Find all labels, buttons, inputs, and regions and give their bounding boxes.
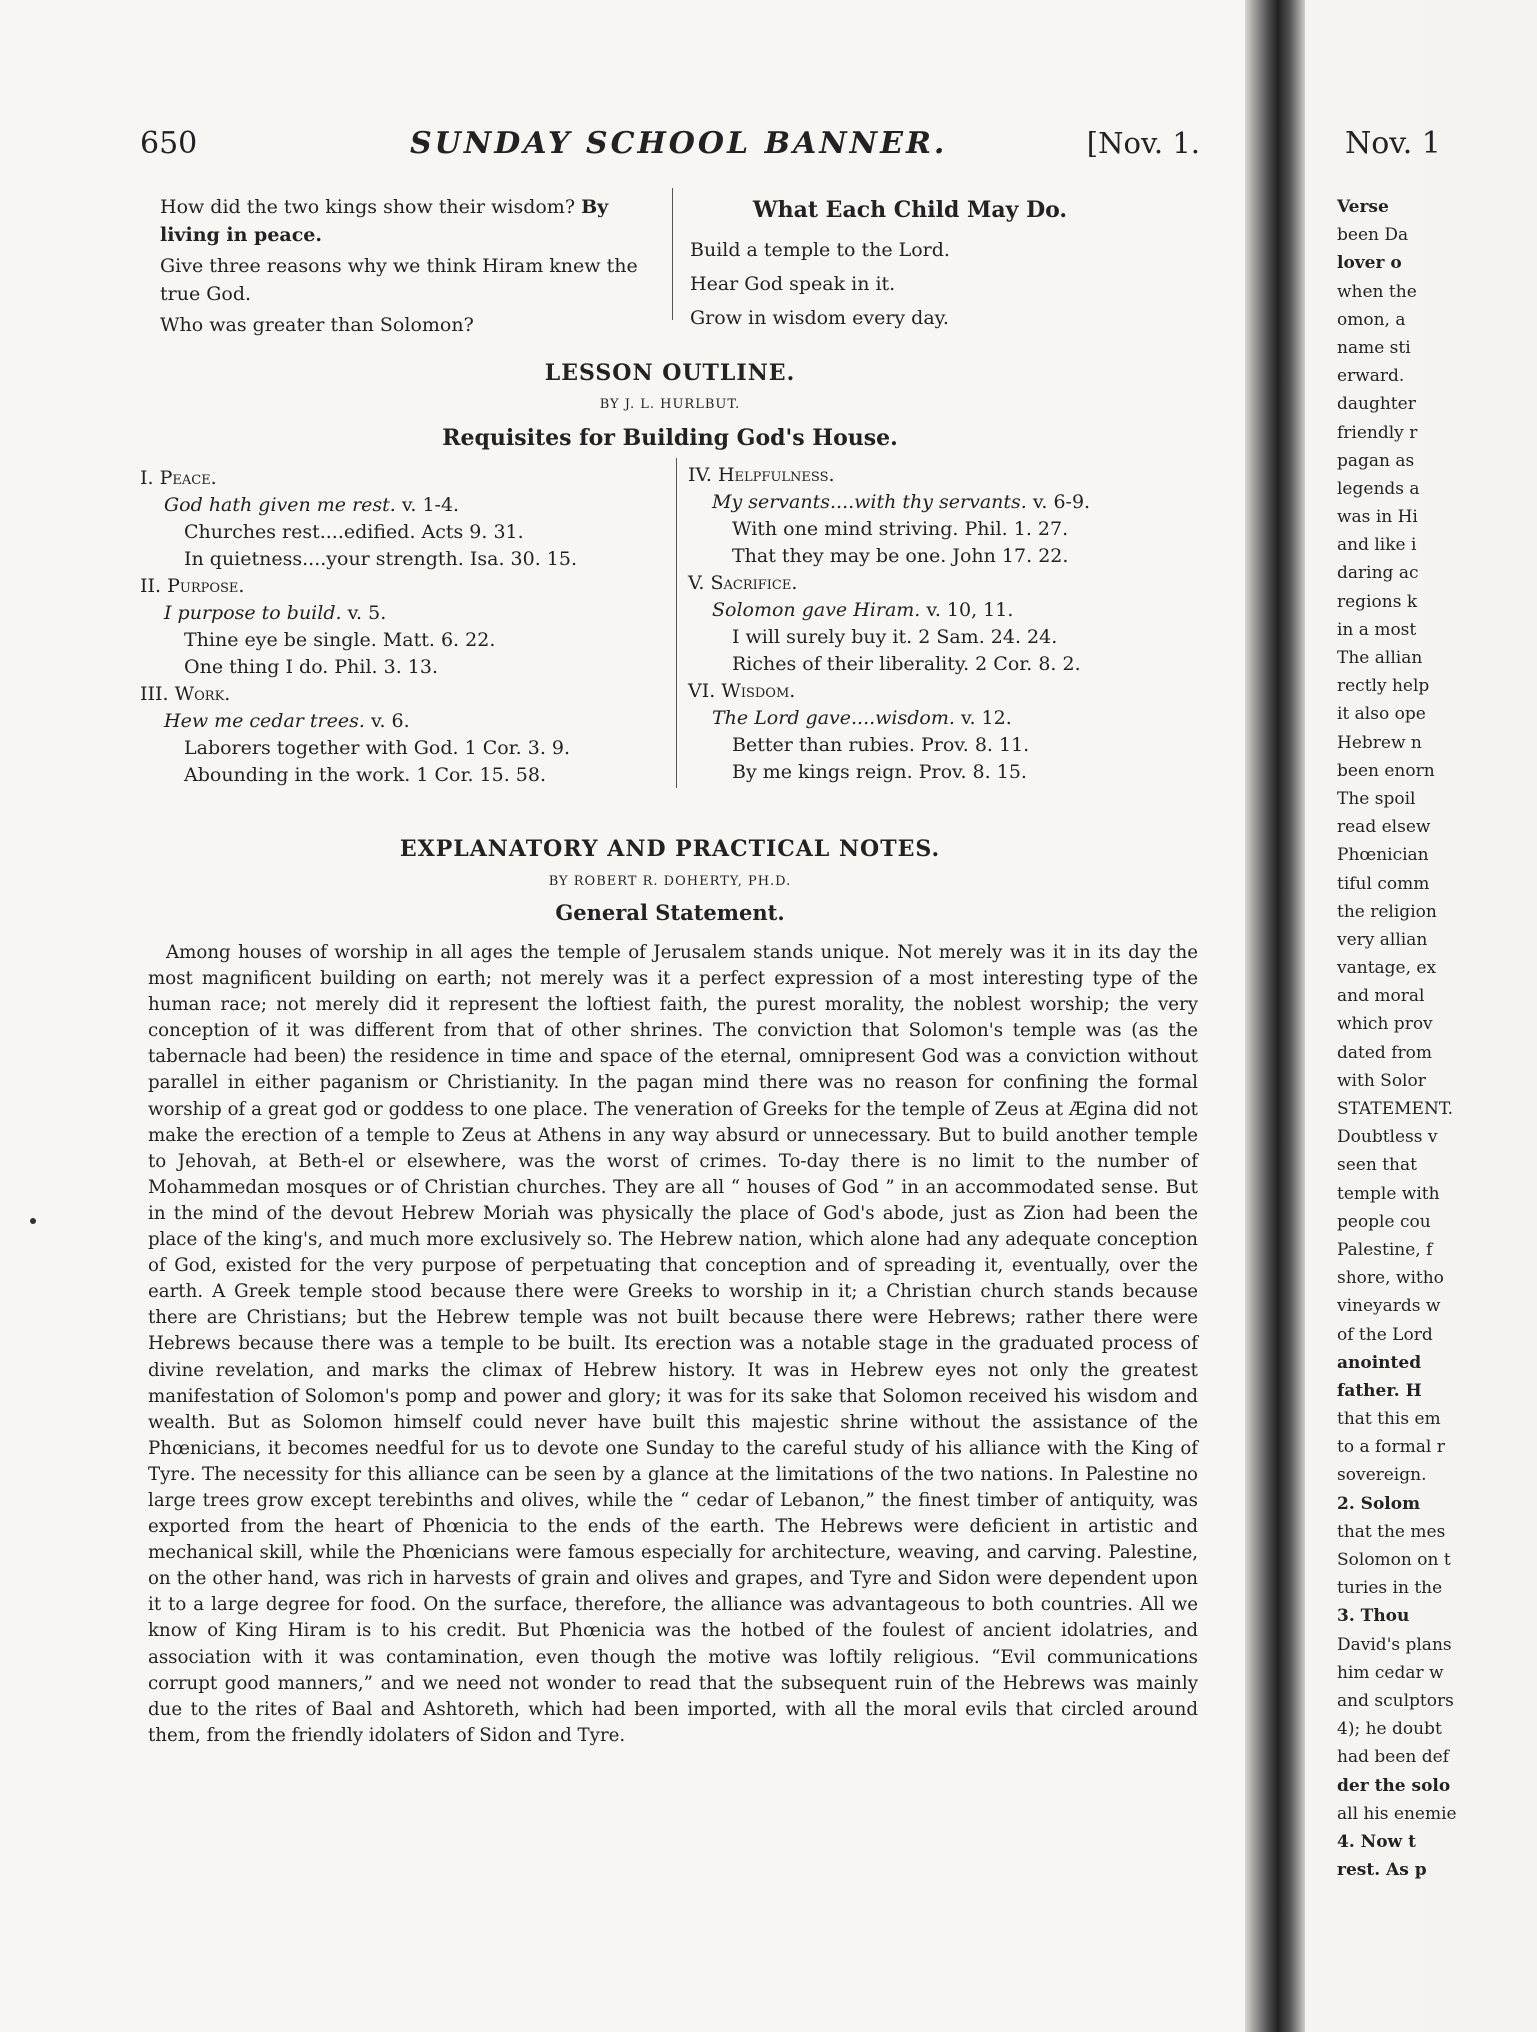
notes-title: EXPLANATORY AND PRACTICAL NOTES.	[399, 836, 941, 862]
outline-point: III. Work. Hew me cedar trees. v. 6. Laborers together with God. 1 Cor. 3. 9. Abounding in the work. 1 Cor. 15. 58.	[140, 683, 571, 786]
review-questions	[160, 193, 660, 342]
facing-page-line: with Solor	[1337, 1070, 1426, 1091]
facing-page-line: that the mes	[1337, 1521, 1446, 1542]
outline-point: IV. Helpfulness. My servants....with thy servants. v. 6-9. With one mind striving. Phil. 1. 27. That they may be one. John 17. 22.	[688, 464, 1091, 567]
facing-page-line: Phœnician	[1337, 845, 1429, 866]
list-item: Hear God speak in it.	[690, 273, 896, 295]
facing-page-line: and like i	[1337, 535, 1417, 556]
facing-page-line: been enorn	[1337, 760, 1435, 781]
facing-page-line: been Da	[1337, 225, 1409, 246]
list-item: Grow in wisdom every day.	[690, 307, 949, 329]
facing-page-line: temple with	[1337, 1183, 1440, 1204]
running-header	[140, 126, 1200, 172]
facing-page-line: turies in the	[1337, 1578, 1443, 1599]
facing-page-fragment	[1305, 0, 1457, 2032]
margin-dot	[30, 1218, 36, 1224]
facing-page-line: and sculptors	[1337, 1690, 1454, 1711]
facing-page-line: to a formal r	[1337, 1437, 1445, 1458]
facing-page-line: anointed	[1337, 1352, 1422, 1373]
facing-page-line: the religion	[1337, 901, 1437, 922]
facing-page-line: der the solo	[1337, 1775, 1451, 1796]
facing-page-line: legends a	[1337, 478, 1420, 499]
facing-page-line: it also ope	[1337, 704, 1426, 725]
question: How did the two kings show their wisdom? By living in peace.	[160, 196, 609, 246]
facing-page-line: The allian	[1337, 648, 1423, 668]
facing-page-line: tiful comm	[1337, 873, 1430, 894]
facing-page-line: seen that	[1337, 1155, 1417, 1176]
question-answer: By living in peace.	[160, 196, 609, 246]
facing-page-line: Doubtless v	[1337, 1127, 1438, 1148]
list-item: Build a temple to the Lord.	[690, 239, 950, 261]
facing-page-line: rectly help	[1337, 676, 1430, 697]
facing-page-lines	[1337, 193, 1537, 1884]
facing-page-line: shore, witho	[1337, 1268, 1444, 1289]
outline-title: LESSON OUTLINE.	[544, 360, 796, 386]
facing-page-line: rest. As p	[1337, 1860, 1427, 1881]
question: Give three reasons why we think Hiram knew the true God.	[160, 255, 638, 305]
facing-page-line: daughter	[1337, 394, 1416, 415]
outline-point: I. Peace. God hath given me rest. v. 1-4. Churches rest....edified. Acts 9. 31. In quietness....your strength. Isa. 30. 15.	[140, 467, 578, 570]
facing-page-line: omon, a	[1337, 309, 1406, 330]
facing-page-line: in a most	[1337, 619, 1417, 640]
facing-page-line: him cedar w	[1337, 1662, 1444, 1683]
facing-page-line: The spoil	[1337, 788, 1416, 809]
outline-point: II. Purpose. I purpose to build. v. 5. Thine eye be single. Matt. 6. 22. One thing I do. Phil. 3. 13.	[140, 575, 496, 678]
question: Who was greater than Solomon?	[160, 314, 474, 336]
outline-point: VI. Wisdom. The Lord gave....wisdom. v. 12. Better than rubies. Prov. 8. 11. By me kings reign. Prov. 8. 15.	[688, 680, 1030, 783]
facing-page-line: lover o	[1337, 253, 1402, 274]
facing-page-line: David's plans	[1337, 1634, 1452, 1655]
facing-page-line: which prov	[1337, 1014, 1433, 1035]
notes-subtitle: General Statement.	[555, 900, 785, 925]
facing-page-line: all his enemie	[1337, 1803, 1457, 1824]
facing-page-line: sovereign.	[1337, 1465, 1427, 1486]
outline-right-column	[688, 462, 1208, 786]
facing-page-line: people cou	[1337, 1211, 1431, 1232]
facing-page-line: Hebrew n	[1337, 732, 1422, 753]
facing-page-line: Solomon on t	[1337, 1550, 1451, 1570]
facing-page-line: and moral	[1337, 986, 1425, 1007]
facing-page-line: name sti	[1337, 337, 1411, 358]
facing-page-line: father. H	[1337, 1380, 1422, 1401]
column-divider	[672, 188, 673, 320]
facing-page-line: regions k	[1337, 591, 1418, 612]
notes-byline: BY ROBERT R. DOHERTY, PH.D.	[548, 874, 792, 889]
facing-page-line: pagan as	[1337, 450, 1415, 471]
facing-page-line: read elsew	[1337, 817, 1431, 838]
facing-page-line: Verse	[1337, 197, 1389, 217]
paragraph: Among houses of worship in all ages the temple of Jerusalem stands unique. Not merely was it in its day the most magnificent building on earth; not merely was it a perfect expression of a most interesting type of the human race; not merely did it represent the loftiest faith, the purest morality, the noblest worship; the very conception of it was different from that of other shrines. The conviction that Solomon's temple was (as the tabernacle had been) the residence in time and space of the eternal, omnipresent God was a conviction without parallel in either paganism or Christianity. In the pagan mind there was no reason for confining the formal worship of a great god or goddess to one place. The veneration of Greeks for the temple of Zeus at Ægina did not make the erection of a temple to Zeus at Athens in any way absurd or unnecessary. But to build another temple to Jehovah, at Beth-el or elsewhere, was the worst of crimes. To-day there is no limit to the number of Mohammedan mosques or of Christian churches. They are all “ houses of God ” in an accommodated sense. But in the mind of the devout Hebrew Moriah was physically the place of God's abode, just as Zion had been the place of the king's, and much more exclusively so. The Hebrew nation, which alone had any adequate conception of God, existed for the very purpose of perpetuating that conception and of spreading it, eventually, over the earth. A Greek temple stood because there were Greeks to worship in it; a Christian church stands because there are Christians; but the Hebrew temple was not built because there were Hebrews; rather there were Hebrews because there was a temple to be built. Its erection was a notable stage in the graduated process of divine revelation, and marks the climax of Hebrew history. It was in Hebrew eyes not only the greatest manifestation of Solomon's pomp and power and glory; it was for its sake that Solomon received his wisdom and wealth. But as Solomon himself could never have built this majestic shrine without the assistance of the Phœnicians, it becomes needful for us to devote one Sunday to the careful study of his alliance with the King of Tyre. The necessity for this alliance can be seen by a glance at the limitations of the two nations. In Palestine no large trees grow except terebinths and olives, while the “ cedar of Lebanon,” the finest timber of antiquity, was exported from the heart of Phœnicia to the ends of the earth. The Hebrews were deficient in artistic and mechanical skill, while the Phœnicians were famous especially for architecture, weaving, and carving. Palestine, on the other hand, was rich in harvests of grain and olives and grapes, and Tyre and Sidon were dependent upon it to a large degree for food. On the surface, therefore, the alliance was advantageous to both countries. All we know of King Hiram is to his credit. But Phœnicia was the hotbed of the foulest of ancient idolatries, and association with it was contamination, even though the motive was loftily religious. “Evil communications corrupt good manners,” and we need not wonder to read that the subsequent ruin of the Hebrews was mainly due to the rites of Baal and Ashtoreth, which had been imported, with all the moral evils that circled around them, from the friendly idolaters of Sidon and Tyre.	[148, 942, 1198, 1746]
facing-page-line: Palestine, f	[1337, 1239, 1433, 1260]
running-title: SUNDAY SCHOOL BANNER.	[410, 126, 948, 161]
page-number: 650	[140, 126, 198, 161]
facing-page-line: very allian	[1337, 929, 1428, 950]
child-section-title: What Each Child May Do.	[752, 197, 1068, 223]
outline-point: V. Sacrifice. Solomon gave Hiram. v. 10, 11. I will surely buy it. 2 Sam. 24. 24. Riches of their liberality. 2 Cor. 8. 2.	[688, 572, 1081, 675]
issue-date: [Nov. 1.	[1086, 126, 1200, 160]
facing-page-line: friendly r	[1337, 422, 1418, 443]
column-divider	[676, 458, 677, 788]
facing-page-line: erward.	[1337, 366, 1405, 387]
facing-page-header: Nov. 1	[1345, 126, 1441, 161]
general-statement-text	[148, 940, 1198, 1749]
outline-left-column	[140, 465, 670, 789]
facing-page-line: vantage, ex	[1337, 958, 1437, 979]
facing-page-line: of the Lord	[1337, 1324, 1433, 1345]
facing-page-line: 4); he doubt	[1337, 1719, 1442, 1740]
facing-page-line: was in Hi	[1337, 507, 1418, 528]
book-gutter	[1245, 0, 1305, 2032]
child-section	[690, 193, 1130, 335]
facing-page-line: STATEMENT.	[1337, 1099, 1454, 1119]
facing-page-line: had been def	[1337, 1747, 1449, 1768]
facing-page-line: dated from	[1337, 1042, 1432, 1063]
outline-subtitle: Requisites for Building God's House.	[442, 425, 898, 451]
facing-page-line: vineyards w	[1337, 1296, 1441, 1317]
outline-byline: BY J. L. HURLBUT.	[599, 397, 741, 412]
facing-page-line: daring ac	[1337, 563, 1419, 584]
facing-page-line: that this em	[1337, 1409, 1441, 1430]
facing-page-line: when the	[1337, 281, 1417, 302]
facing-page-line: 3. Thou	[1337, 1606, 1410, 1627]
facing-page-line: 2. Solom	[1337, 1493, 1421, 1514]
facing-page-line: 4. Now t	[1337, 1831, 1416, 1852]
